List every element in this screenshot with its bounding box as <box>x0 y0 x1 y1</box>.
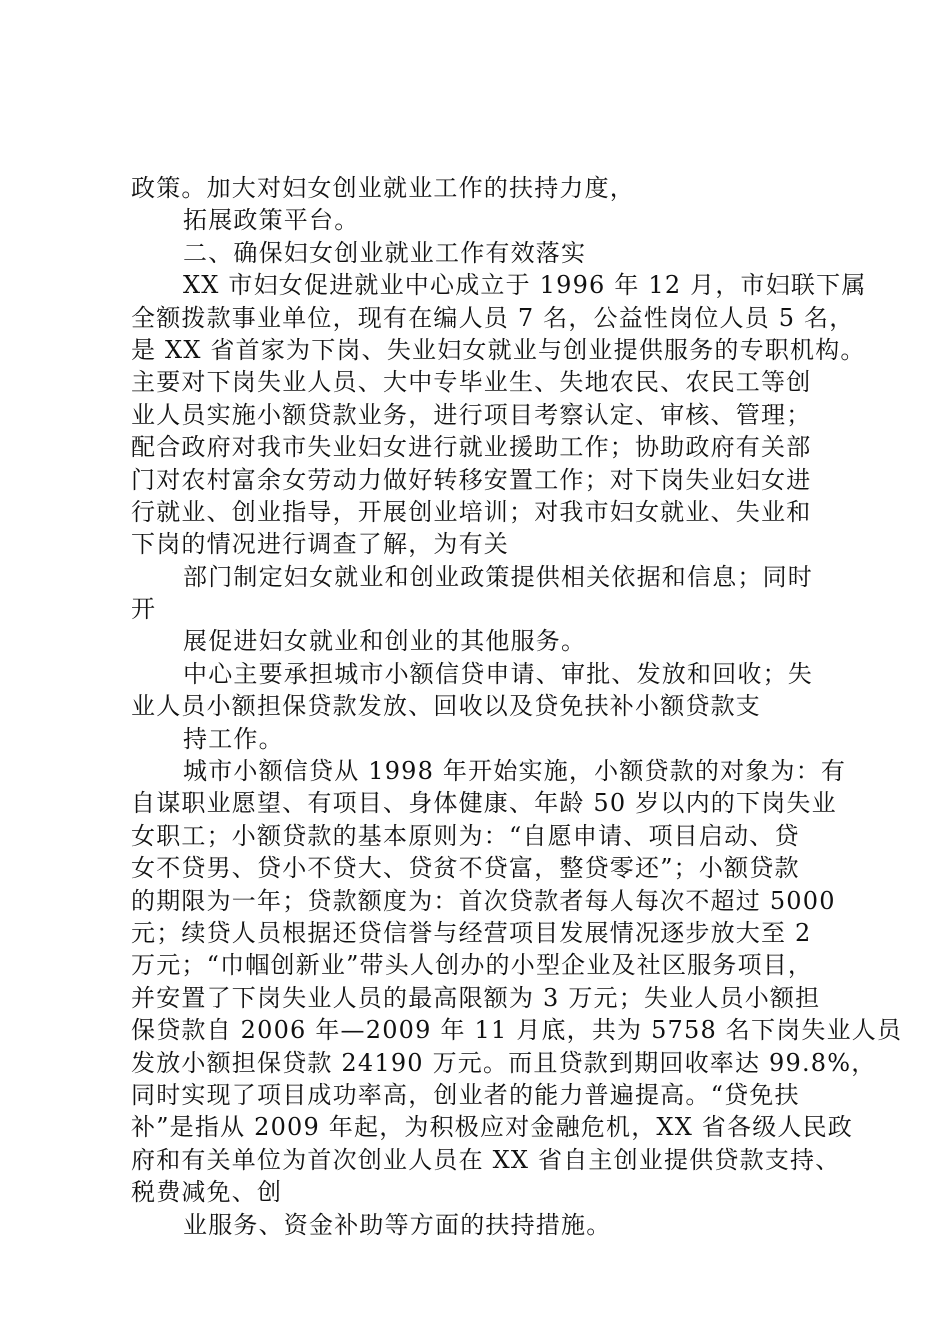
text-line: 元；续贷人员根据还贷信誉与经营项目发展情况逐步放大至 2 <box>131 918 812 947</box>
text-line: 城市小额信贷从 1998 年开始实施，小额贷款的对象为：有 <box>183 757 847 786</box>
text-line: 同时实现了项目成功率高，创业者的能力普遍提高。“贷免扶 <box>131 1080 800 1109</box>
text-line: 门对农村富余女劳动力做好转移安置工作；对下岗失业妇女进 <box>131 465 812 494</box>
text-line: 开 <box>131 595 157 624</box>
document-body <box>131 172 903 1241</box>
text-line: 自谋职业愿望、有项目、身体健康、年龄 50 岁以内的下岗失业 <box>131 789 837 818</box>
text-line: 拓展政策平台。 <box>183 206 360 235</box>
text-line: 府和有关单位为首次创业人员在 XX 省自主创业提供贷款支持、 <box>131 1145 841 1174</box>
text-line: 全额拨款事业单位，现有在编人员 7 名，公益性岗位人员 5 名， <box>131 303 855 332</box>
text-line: 税费减免、创 <box>131 1178 283 1207</box>
text-line: 女职工；小额贷款的基本原则为：“自愿申请、项目启动、贷 <box>131 821 800 850</box>
text-line: 展促进妇女就业和创业的其他服务。 <box>183 627 587 656</box>
text-line: 并安置了下岗失业人员的最高限额为 3 万元；失业人员小额担 <box>131 983 821 1012</box>
text-line: 配合政府对我市失业妇女进行就业援助工作；协助政府有关部 <box>131 433 812 462</box>
text-line: 行就业、创业指导，开展创业培训；对我市妇女就业、失业和 <box>131 497 812 526</box>
text-line: XX 市妇女促进就业中心成立于 1996 年 12 月，市妇联下属 <box>183 271 867 300</box>
text-line: 政策。加大对妇女创业就业工作的扶持力度， <box>131 174 635 202</box>
text-line: 持工作。 <box>183 724 284 753</box>
text-line: 部门制定妇女就业和创业政策提供相关依据和信息；同时 <box>183 562 813 591</box>
text-line: 下岗的情况进行调查了解，为有关 <box>131 530 509 559</box>
text-line: 业人员小额担保贷款发放、回收以及贷免扶补小额贷款支 <box>131 692 761 721</box>
text-line: 是 XX 省首家为下岗、失业妇女就业与创业提供服务的专职机构。 <box>131 335 866 364</box>
text-line: 业人员实施小额贷款业务，进行项目考察认定、审核、管理； <box>131 400 812 429</box>
text-line: 的期限为一年；贷款额度为：首次贷款者每人每次不超过 5000 <box>131 886 836 915</box>
text-line: 女不贷男、贷小不贷大、贷贫不贷富，整贷零还”；小额贷款 <box>131 854 800 883</box>
text-line: 发放小额担保贷款 24190 万元。而且贷款到期回收率达 99.8%， <box>131 1048 877 1077</box>
text-line: 补”是指从 2009 年起，为积极应对金融危机，XX 省各级人民政 <box>131 1113 854 1142</box>
text-line: 业服务、资金补助等方面的扶持措施。 <box>183 1210 612 1239</box>
text-line: 中心主要承担城市小额信贷申请、审批、发放和回收；失 <box>183 659 813 688</box>
text-line: 万元；“巾帼创新业”带头人创办的小型企业及社区服务项目， <box>131 951 814 980</box>
text-line: 保贷款自 2006 年—2009 年 11 月底，共为 5758 名下岗失业人员 <box>131 1016 903 1045</box>
text-line: 主要对下岗失业人员、大中专毕业生、失地农民、农民工等创 <box>131 368 812 397</box>
text-line: 二、确保妇女创业就业工作有效落实 <box>183 238 587 267</box>
